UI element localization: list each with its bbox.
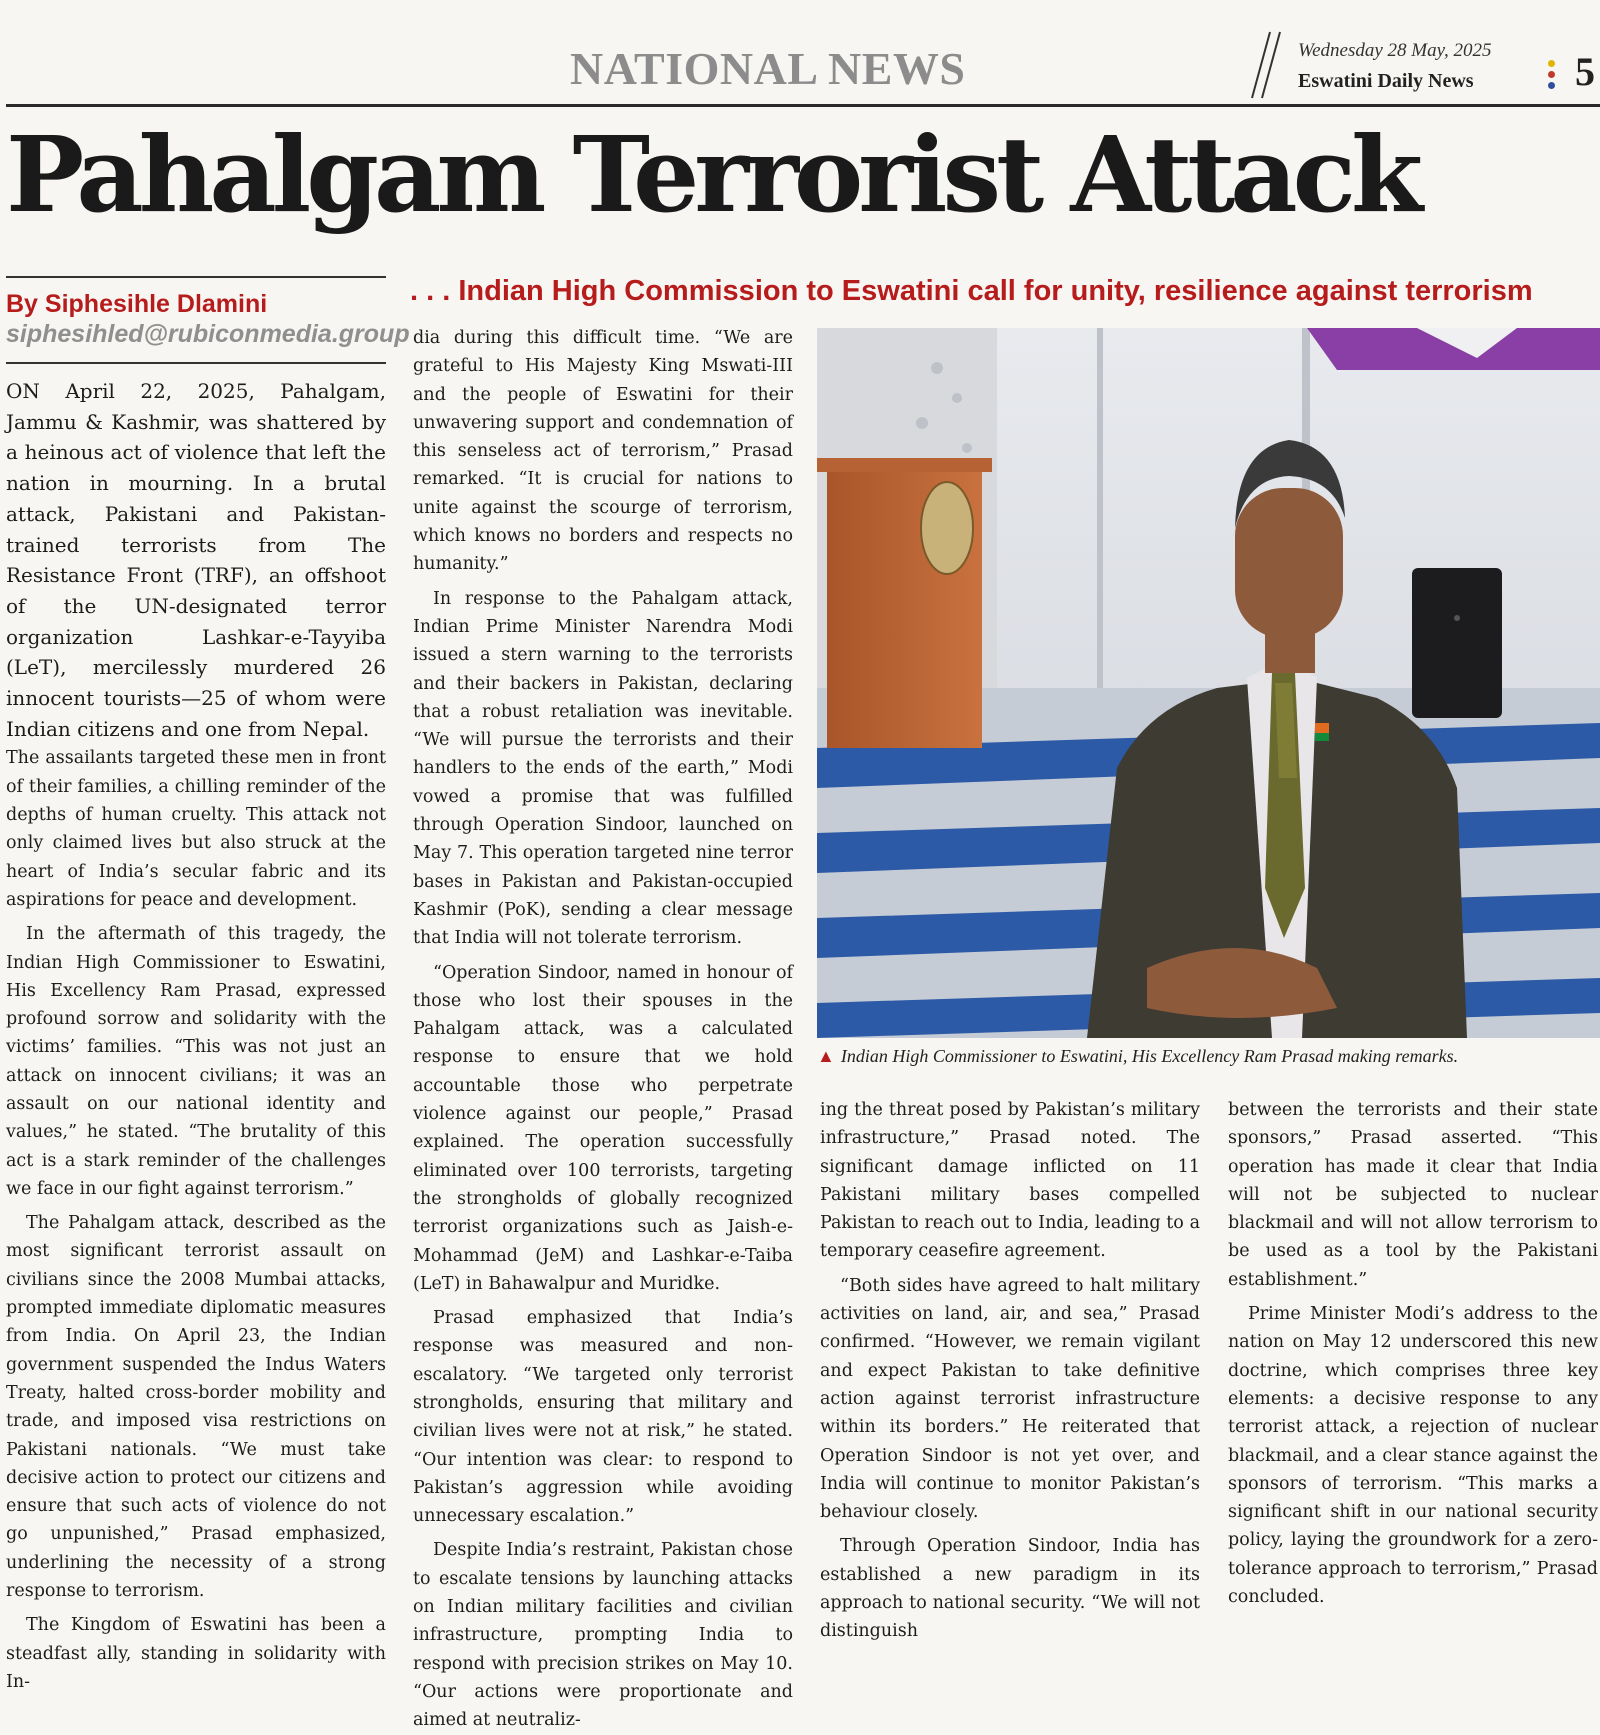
paragraph: ing the threat posed by Pakistan’s military infrastructure,” Prasad noted. The significant damage inflicted on 11 Pakistani military bases compelled Pakistan to reach out to India, leading to a temporary ceasefire agreement.	[820, 1100, 1200, 1262]
dot-yellow	[1548, 60, 1555, 67]
article-column-4	[1228, 1096, 1598, 1611]
paragraph: between the terrorists and their state sponsors,” Prasad asserted. “This operation has made it clear that India will not be subjected to nuclear blackmail and will not allow terrorism to be used as a tool by the Pakistani establishment.”	[1228, 1100, 1598, 1290]
dot-red	[1548, 71, 1555, 78]
paragraph: Prasad emphasized that India’s response was measured and non-escalatory. “We targeted only terrorist strongholds, ensuring that military and civilian lives were not at risk,” he stated. “Our intention was clear: to respond to Pakistan’s aggression while avoiding unnecessary escalation.”	[413, 1308, 793, 1527]
paragraph: “Operation Sindoor, named in honour of those who lost their spouses in the Pahalgam attack, was a calculated response to ensure that we hold accountable those who perpetrate violence against our people,” Prasad explained. The operation successfully eliminated over 100 terrorists, targeting the strongholds of globally recognized terrorist organizations such as Jaish-e-Mohammad (JeM) and Lashkar-e-Taiba (LeT) in Bahawalpur and Muridke.	[413, 962, 793, 1294]
paragraph: dia during this difficult time. “We are grateful to His Majesty King Mswati-III and the people of Eswatini for their unwavering support and condemnation of this senseless act of terrorism,” Prasad remarked. “It is crucial for nations to unite against the scourge of terrorism, which knows no borders and respects no humanity.”	[413, 328, 793, 575]
paragraph: “Both sides have agreed to halt military activities on land, air, and sea,” Prasad confirmed. “However, we remain vigilant and expect Pakistan to take definitive action against terrorist infrastructure within its borders.” He reiterated that Operation Sindoor is not yet over, and India will continue to monitor Pakistan’s behaviour closely.	[820, 1275, 1200, 1523]
top-rule	[6, 104, 1600, 107]
paper-name: Eswatini Daily News	[1298, 70, 1474, 92]
caption-triangle-icon: ▲	[817, 1046, 835, 1066]
photo-caption-text: Indian High Commissioner to Eswatini, His Excellency Ram Prasad making remarks.	[840, 1046, 1459, 1066]
paragraph: Prime Minister Modi’s address to the nation on May 12 underscored this new doctrine, which comprises three key elements: a decisive response to any terrorist attack, a rejection of nuclear blackmail, and a clear stance against the sponsors of terrorism. “This marks a significant shift in our national security policy, laying the groundwork for a zero-tolerance approach to terrorism,” Prasad concluded.	[1228, 1304, 1598, 1608]
paragraph: Through Operation Sindoor, India has established a new paradigm in its approach to national security. “We will not distinguish	[820, 1536, 1200, 1642]
page-number: 5	[1575, 49, 1595, 94]
paragraph: Despite India’s restraint, Pakistan chose to escalate tensions by launching attacks on Indian military facilities and civilian infrastructure, prompting India to respond with precision strikes on May 10. “Our actions were proportionate and aimed at neutraliz-	[413, 1540, 793, 1731]
photo-caption	[817, 1046, 1458, 1067]
paragraph: The Kingdom of Eswatini has been a steadfast ally, standing in solidarity with In-	[6, 1615, 386, 1692]
paragraph: The Pahalgam attack, described as the most significant terrorist assault on civilians since the 2008 Mumbai attacks, prompted immediate diplomatic measures from India. On April 23, the Indian government suspended the Indus Waters Treaty, halted cross-border mobility and trade, and imposed visa restrictions on Pakistani nationals. “We must take decisive action to protect our citizens and ensure that such acts of violence do not go unpunished,” Prasad emphasized, underlining the necessity of a strong response to terrorism.	[6, 1213, 386, 1602]
dot-blue	[1548, 82, 1555, 89]
color-dots-icon	[1548, 60, 1556, 93]
lead-paragraph: ON April 22, 2025, Pahalgam, Jammu & Kashmir, was shattered by a heinous act of violence that left the nation in mourning. In a brutal attack, Pakistani and Pakistan-trained terrorists from The Resistance Front (TRF), an offshoot of the UN-designated terror organization Lashkar-e-Tayyiba (LeT), mercilessly murdered 26 innocent tourists—25 of whom were Indian citizens and one from Nepal.	[6, 379, 386, 741]
photo-illustration	[817, 328, 1600, 1038]
headline: Pahalgam Terrorist Attack	[6, 113, 1419, 236]
byline: By Siphesihle Dlamini	[6, 290, 268, 318]
byline-rule-top	[6, 276, 386, 278]
paragraph: The assailants targeted these men in front of their families, a chilling reminder of the depths of human cruelty. This attack not only claimed lives but also struck at the heart of India’s secular fabric and its aspirations for peace and development.	[6, 748, 386, 910]
author-email: siphesihled@rubiconmedia.group	[6, 320, 410, 348]
byline-rule-bottom	[6, 362, 386, 364]
paragraph: In response to the Pahalgam attack, Indian Prime Minister Narendra Modi issued a stern warning to the terrorists and their backers in Pakistan, declaring that a robust retaliation was inevitable. “We will pursue the terrorists and their handlers to the ends of the earth,” Modi vowed a promise that was fulfilled through Operation Sindoor, launched on May 7. This operation targeted nine terror bases in Pakistan and Pakistan-occupied Kashmir (PoK), sending a clear message that India will not tolerate terrorism.	[413, 588, 793, 949]
article-photo	[817, 328, 1600, 1038]
issue-date: Wednesday 28 May, 2025	[1298, 40, 1492, 61]
article-column-1	[6, 376, 386, 1696]
divider-slashes-icon	[1248, 30, 1284, 100]
paragraph: In the aftermath of this tragedy, the Indian High Commissioner to Eswatini, His Excellency Ram Prasad, expressed profound sorrow and solidarity with the victims’ families. “This was not just an attack on innocent civilians; it was an assault on our national identity and values,” he stated. “The brutality of this act is a stark reminder of the challenges we face in our fight against terrorism.”	[6, 924, 386, 1199]
section-title: NATIONAL NEWS	[570, 43, 966, 94]
article-column-3	[820, 1096, 1200, 1646]
subheadline: . . . Indian High Commission to Eswatini call for unity, resilience against terrorism	[410, 275, 1533, 307]
article-column-2	[413, 324, 793, 1735]
